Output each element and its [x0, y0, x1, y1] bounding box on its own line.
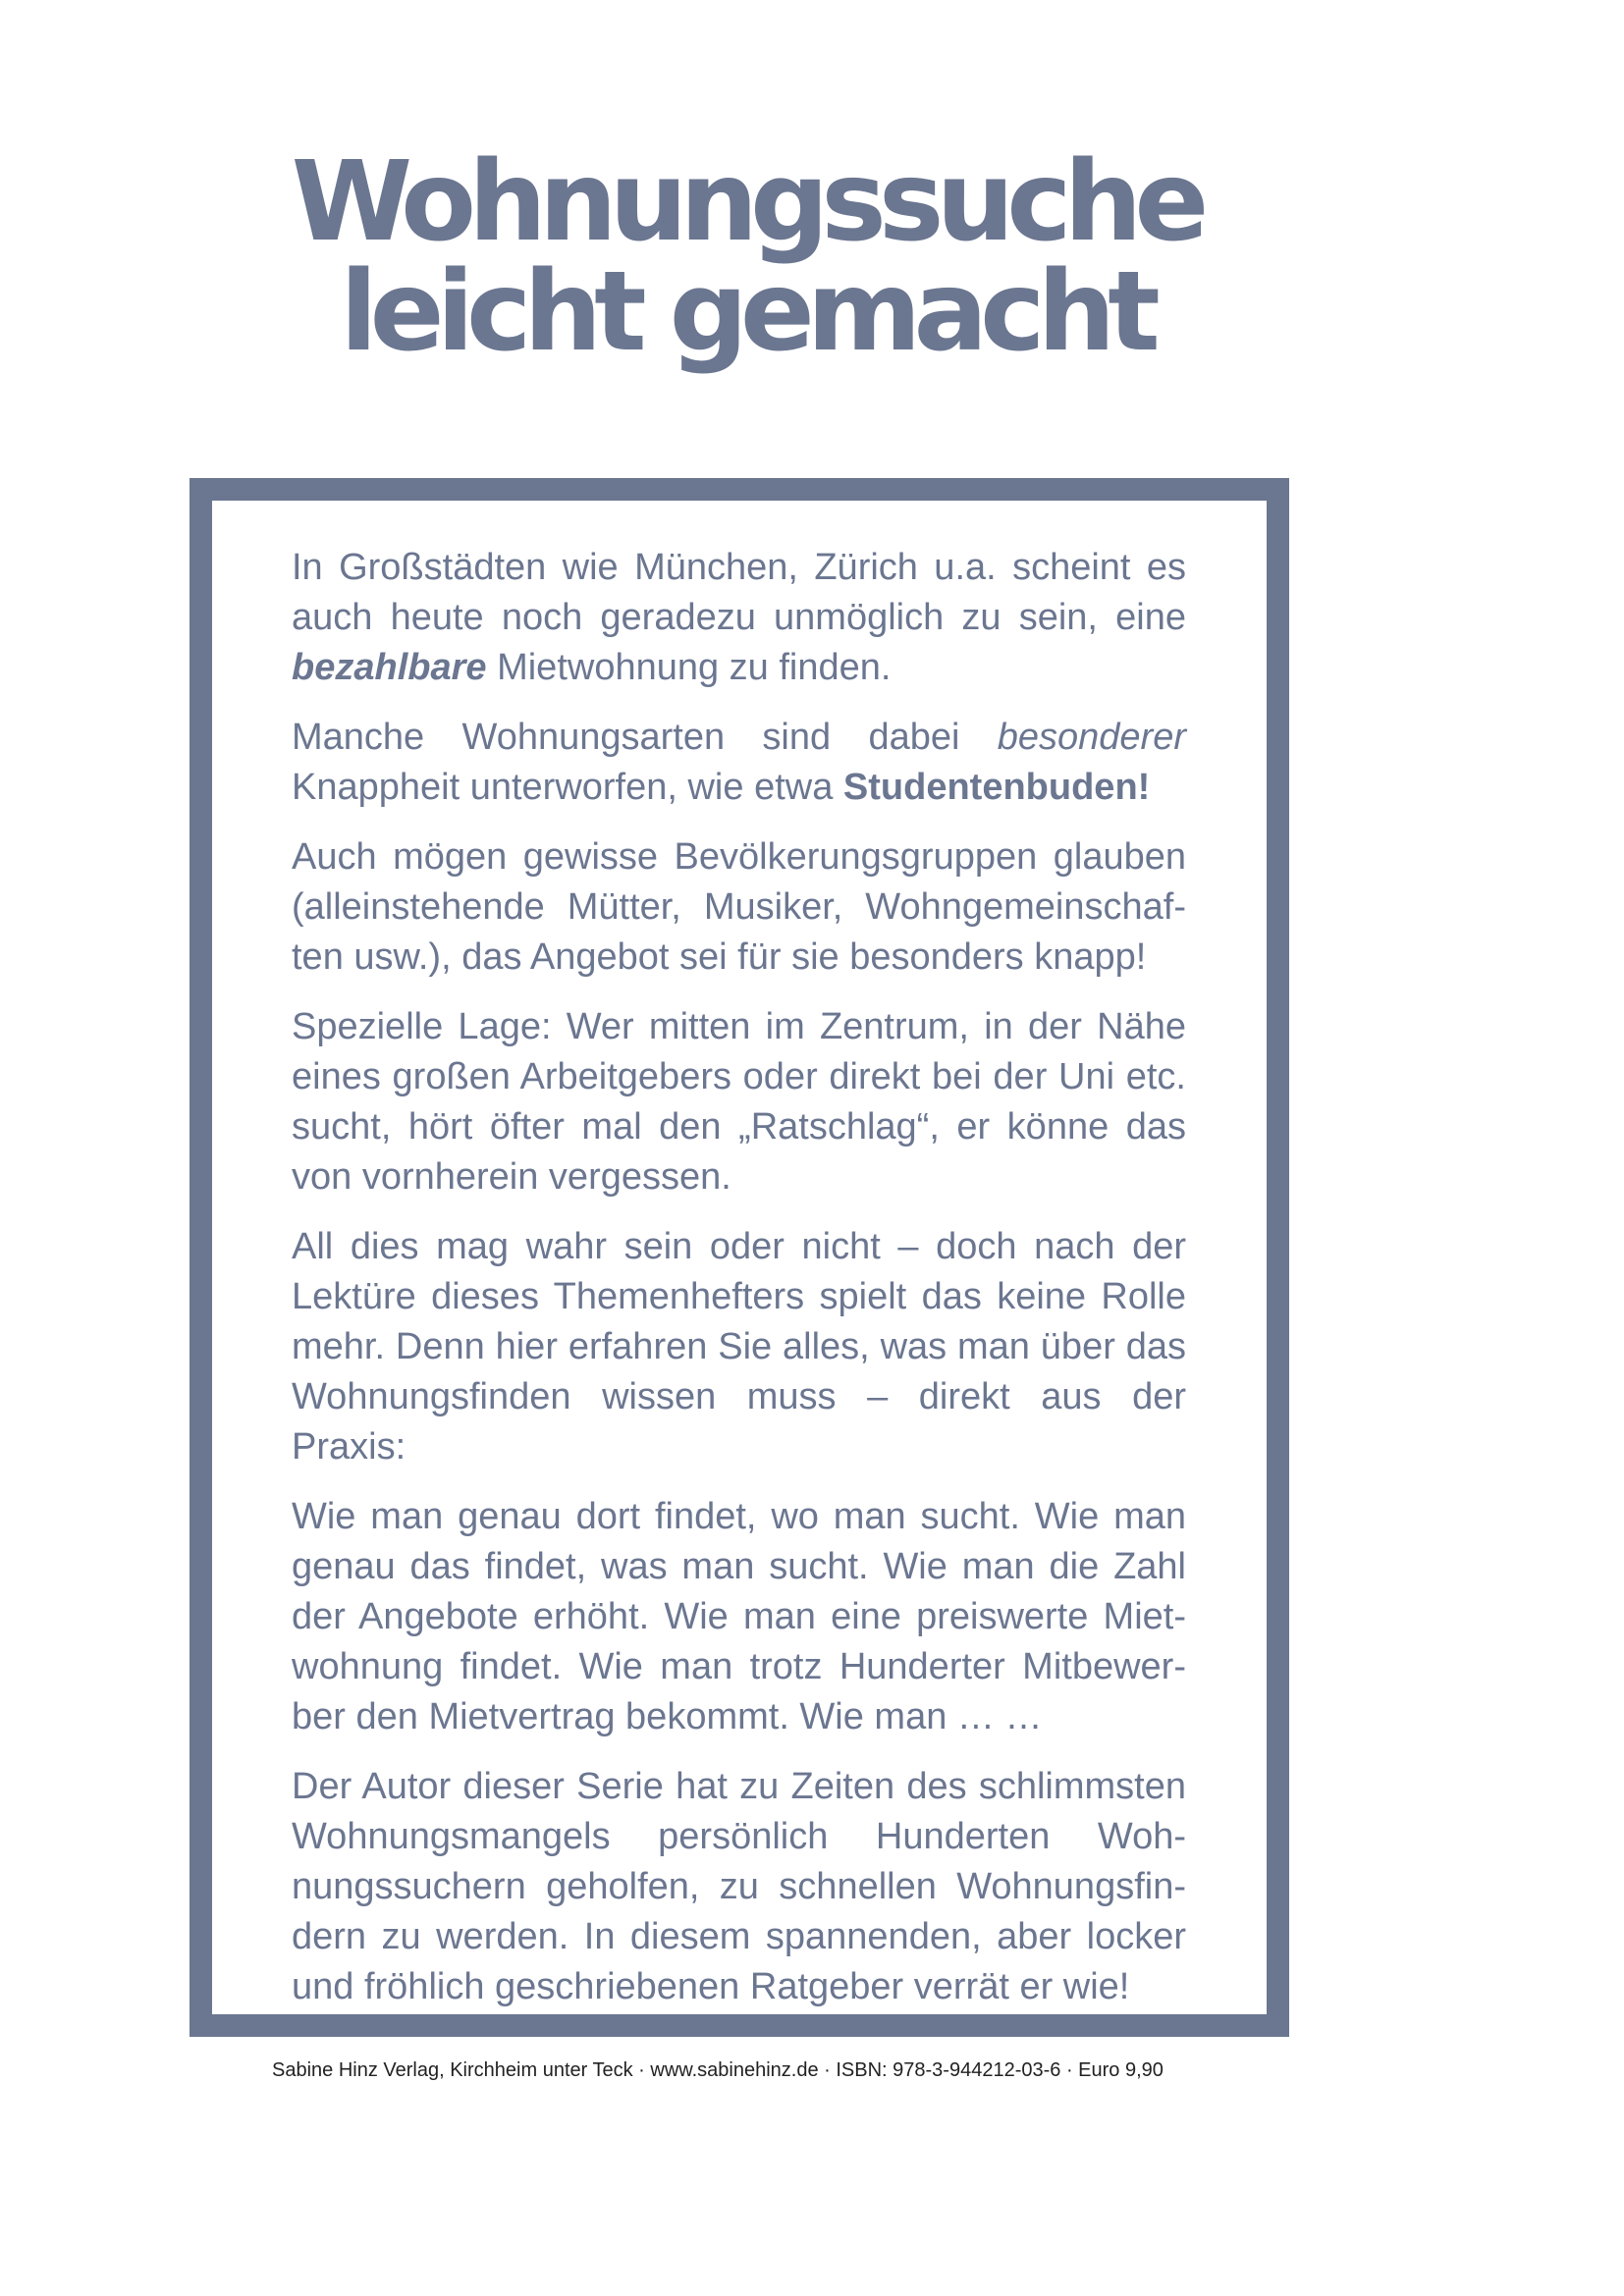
emphasis-besonderer: besonderer: [997, 717, 1186, 758]
paragraph-2: Manche Wohnungsarten sind dabei besonderer Knappheit unterworfen, wie etwa Studentenbuden!: [292, 717, 1186, 808]
emphasis-studentenbuden: Studentenbuden!: [842, 767, 1151, 808]
title-line-1: Wohnungssuche: [291, 138, 1202, 266]
paragraph-7: Der Autor dieser Serie hat zu Zeiten des schlimmsten Wohnungsmangels persönlich Hunderten Wohnungssuchern geholfen, zu schnellen Wohnungsfindern zu werden. In diesem spannenden, aber locker und fröhlich geschriebenen Ratgeber verrät er wie!: [292, 1766, 1186, 2007]
publisher-footer: Sabine Hinz Verlag, Kirchheim unter Teck · www.sabinehinz.de · ISBN: 978-3-944212-03-6 · Euro 9,90: [272, 2059, 1164, 2081]
paragraph-1: In Großstädten wie München, Zürich u.a. scheint es auch heute noch geradezu unmöglich zu sein, eine bezahlbare Mietwohnung zu finden.: [292, 547, 1186, 688]
paragraph-3: Auch mögen gewisse Bevölkerungsgruppen glauben (alleinstehende Mütter, Musiker, Wohngemeinschaften usw.), das Angebot sei für sie besonders knapp!: [292, 836, 1186, 978]
paragraph-4: Spezielle Lage: Wer mitten im Zentrum, in der Nähe eines großen Arbeitgebers oder direkt bei der Uni etc. sucht, hört öfter mal den „Ratschlag“, er könne das von vornherein vergessen.: [292, 1006, 1186, 1198]
text-box-content: [292, 543, 1186, 2032]
page-title: [275, 138, 1218, 376]
paragraph-5: All dies mag wahr sein oder nicht – doch nach der Lektüre dieses Themenhefters spielt das keine Rolle mehr. Denn hier erfahren Sie alles, was man über das Wohnungsfinden wissen muss – direkt aus der Praxis:: [292, 1226, 1186, 1468]
title-line-2: leicht gemacht: [340, 248, 1153, 376]
paragraph-6: Wie man genau dort findet, wo man sucht. Wie man genau das findet, was man sucht. Wie man die Zahl der Angebote erhöht. Wie man eine preiswerte Mietwohnung findet. Wie man trotz Hunderter Mitbewerber den Mietvertrag bekommt. Wie man … …: [292, 1496, 1186, 1737]
emphasis-bezahlbare: bezahlbare: [292, 647, 487, 688]
